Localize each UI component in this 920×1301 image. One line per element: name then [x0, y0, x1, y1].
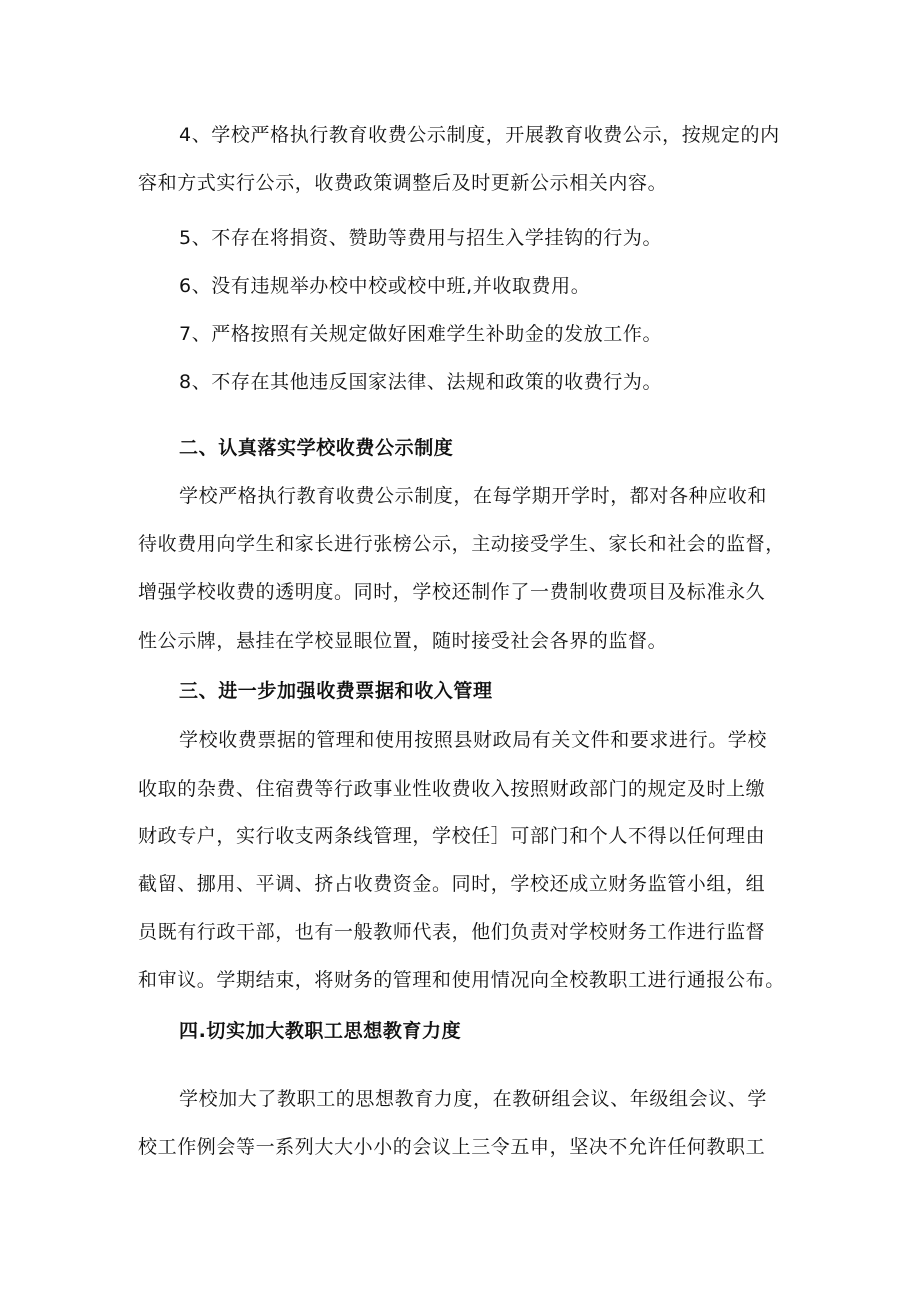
- section-4-line-1: 学校加大了教职工的思想教育力度，在教研组会议、年级组会议、学: [179, 1088, 768, 1110]
- section-2-line-2: 待收费用向学生和家长进行张榜公示，主动接受学生、家长和社会的监督，: [138, 533, 785, 555]
- section-4-line-2: 校工作例会等一系列大大小小的会议上三令五申，坚决不允许任何教职工: [138, 1136, 766, 1158]
- section-3-line-1: 学校收费票据的管理和使用按照县财政局有关文件和要求进行。学校: [179, 729, 768, 751]
- section-3-line-3: 财政专户，实行收支两条线管理，学校任］可部门和个人不得以任何理由: [138, 825, 766, 847]
- item-7: 7、严格按照有关规定做好困难学生补助金的发放工作。: [179, 323, 663, 345]
- item-6: 6、没有违规举办校中校或校中班,并收取费用。: [179, 275, 591, 297]
- section-2-line-1: 学校严格执行教育收费公示制度，在每学期开学时，都对各种应收和: [179, 485, 768, 507]
- section-3-line-4: 截留、挪用、平调、挤占收费资金。同时，学校还成立财务监管小组，组: [138, 873, 766, 895]
- section-3-line-6: 和审议。学期结束，将财务的管理和使用情况向全校教职工进行通报公布。: [138, 969, 785, 991]
- item-5: 5、不存在将捐资、赞助等费用与招生入学挂钩的行为。: [179, 227, 663, 249]
- section-4-heading: 四.切实加大教职工思想教育力度: [179, 1020, 462, 1042]
- section-3-line-5: 员既有行政干部，也有一般教师代表，他们负责对学校财务工作进行监督: [138, 921, 766, 943]
- item-4-line-2: 容和方式实行公示，收费政策调整后及时更新公示相关内容。: [138, 172, 668, 194]
- section-3-heading: 三、进一步加强收费票据和收入管理: [179, 680, 493, 702]
- section-2-heading: 二、认真落实学校收费公示制度: [179, 437, 454, 459]
- section-2-line-3: 增强学校收费的透明度。同时，学校还制作了一费制收费项目及标准永久: [138, 581, 766, 603]
- section-2-line-4: 性公示牌，悬挂在学校显眼位置，随时接受社会各界的监督。: [138, 630, 668, 652]
- item-4-line-1: 4、学校严格执行教育收费公示制度，开展教育收费公示，按规定的内: [179, 124, 780, 146]
- section-3-line-2: 收取的杂费、住宿费等行政事业性收费收入按照财政部门的规定及时上缴: [138, 778, 766, 800]
- item-8: 8、不存在其他违反国家法律、法规和政策的收费行为。: [179, 371, 663, 393]
